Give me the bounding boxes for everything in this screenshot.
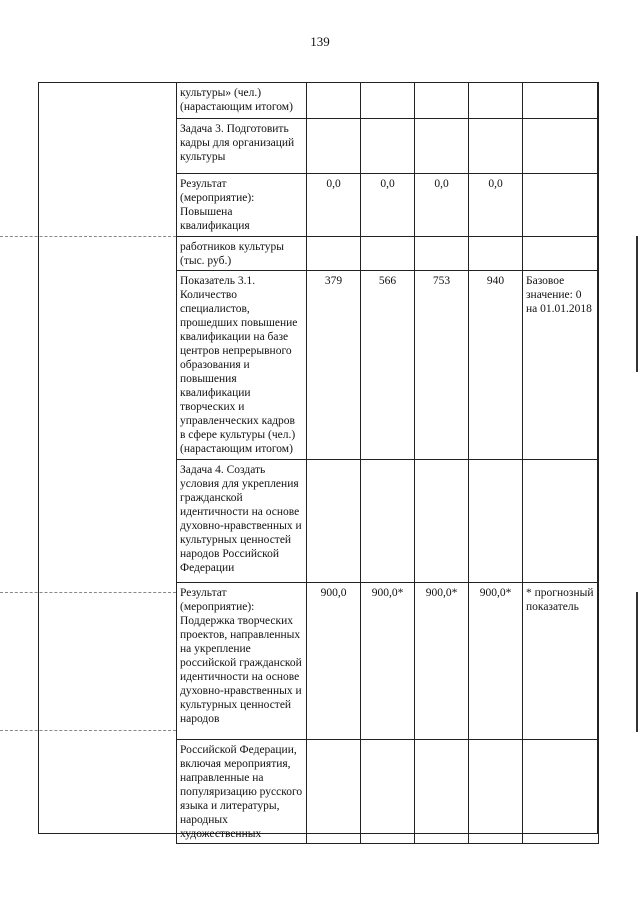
note-cell [523, 237, 599, 271]
table-row [177, 83, 599, 119]
value-cell [361, 83, 415, 119]
value-cell [469, 237, 523, 271]
value-cell: 0,0 [469, 174, 523, 237]
value-cell [307, 237, 361, 271]
note-cell: Базовое значение: 0 на 01.01.2018 [523, 271, 599, 460]
scan-divider-line [0, 730, 176, 731]
table-row [177, 740, 599, 844]
value-cell [307, 740, 361, 844]
value-cell [361, 119, 415, 174]
value-cell [361, 740, 415, 844]
value-cell [361, 460, 415, 583]
note-cell [523, 740, 599, 844]
note-cell: * прогнозный показатель [523, 583, 599, 740]
note-cell [523, 119, 599, 174]
value-cell [415, 119, 469, 174]
table-row [177, 271, 599, 460]
value-cell: 900,0* [469, 583, 523, 740]
value-cell: 379 [307, 271, 361, 460]
value-cell [469, 740, 523, 844]
value-cell [469, 460, 523, 583]
value-cell [415, 237, 469, 271]
value-cell: 0,0 [307, 174, 361, 237]
value-cell [415, 83, 469, 119]
value-cell: 753 [415, 271, 469, 460]
row-description: работников культуры (тыс. руб.) [177, 237, 307, 271]
value-cell: 566 [361, 271, 415, 460]
value-cell: 900,0* [415, 583, 469, 740]
row-description: Показатель 3.1. Количество специалистов, прошедших повышение квалификации на базе центров непрерывного образования и повышения квалификации творческих и управленческих кадров в сфере культуры (чел.) (нарастающим итогом) [177, 271, 307, 460]
row-description: Российской Федерации, включая мероприятия, направленные на популяризацию русского языка и литературы, народных художественных [177, 740, 307, 844]
page-number: 139 [310, 34, 330, 49]
value-cell [307, 460, 361, 583]
value-cell [415, 740, 469, 844]
note-cell [523, 174, 599, 237]
value-cell [469, 83, 523, 119]
value-cell [307, 119, 361, 174]
value-cell [415, 460, 469, 583]
scan-edge-mark [636, 236, 638, 372]
row-description: культуры» (чел.) (нарастающим итогом) [177, 83, 307, 119]
indicators-table [176, 82, 599, 844]
value-cell: 0,0 [361, 174, 415, 237]
value-cell: 900,0* [361, 583, 415, 740]
table-row [177, 174, 599, 237]
scan-divider-line [0, 236, 176, 237]
value-cell [361, 237, 415, 271]
table-row [177, 119, 599, 174]
note-cell [523, 460, 599, 583]
row-description: Задача 3. Подготовить кадры для организаций культуры [177, 119, 307, 174]
table-row [177, 237, 599, 271]
row-description: Задача 4. Создать условия для укрепления гражданской идентичности на основе духовно-нравственных и культурных ценностей народов Российской Федерации [177, 460, 307, 583]
value-cell: 0,0 [415, 174, 469, 237]
value-cell: 900,0 [307, 583, 361, 740]
row-description: Результат (мероприятие): Поддержка творческих проектов, направленных на укрепление российской гражданской идентичности на основе духовно-нравственных и культурных ценностей народов [177, 583, 307, 740]
scan-edge-mark [636, 592, 638, 732]
value-cell [469, 119, 523, 174]
note-cell [523, 83, 599, 119]
table-row [177, 460, 599, 583]
row-description: Результат (мероприятие): Повышена квалификация [177, 174, 307, 237]
value-cell [307, 83, 361, 119]
value-cell: 940 [469, 271, 523, 460]
table-row [177, 583, 599, 740]
scan-divider-line [0, 592, 176, 593]
